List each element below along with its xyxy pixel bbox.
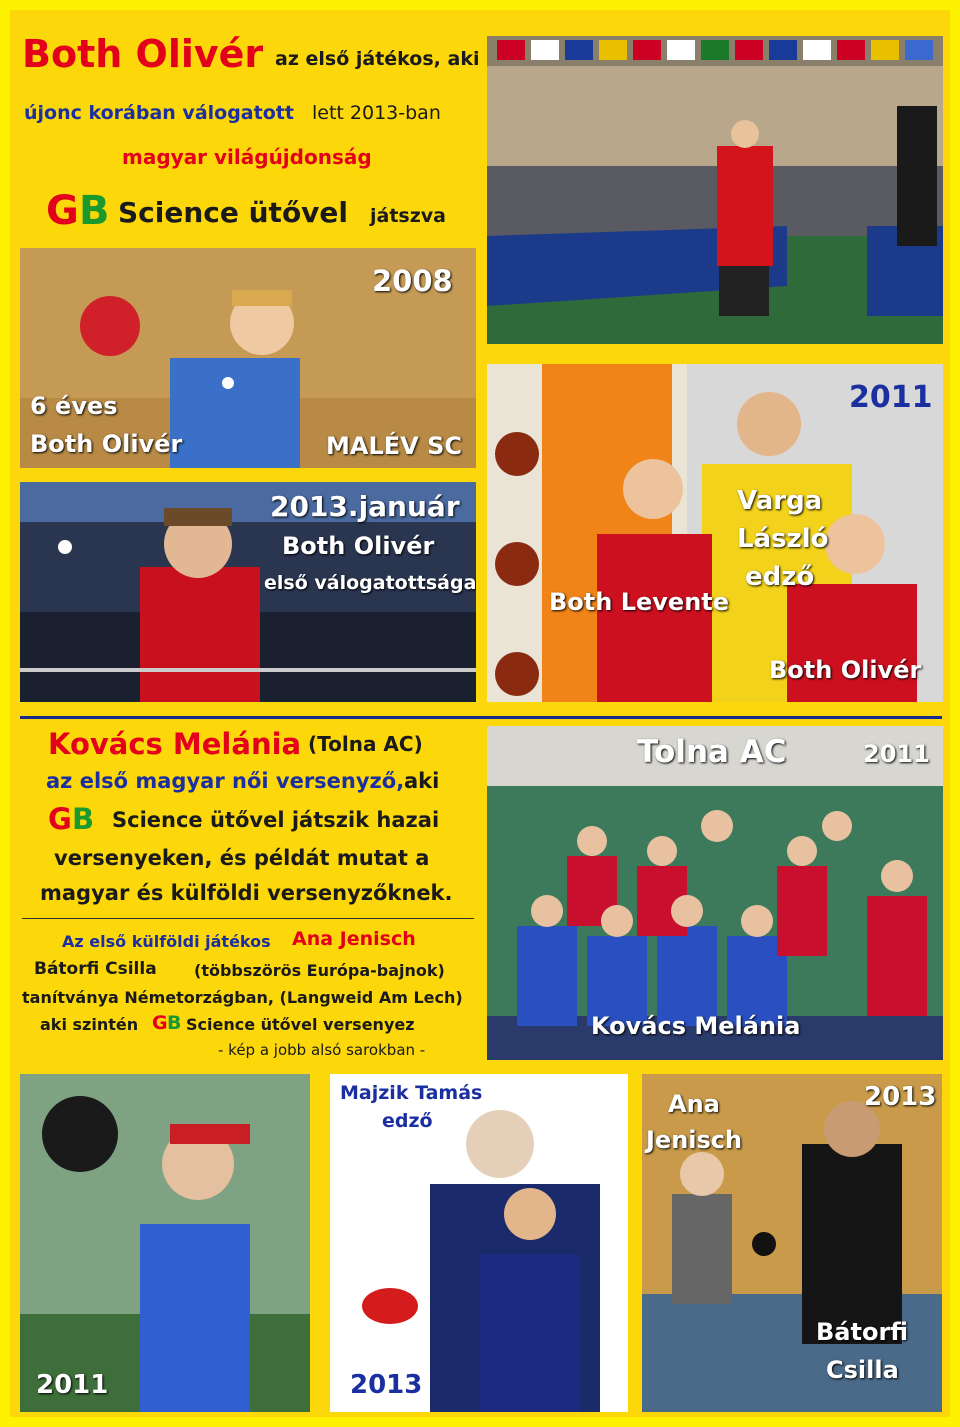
title-line2a: újonc korában válogatott [24, 102, 294, 124]
coach-name-line1: Varga [737, 486, 823, 516]
club-label: MALÉV SC [326, 432, 462, 460]
year-2011: 2011 [863, 740, 930, 768]
foreign-name: Ana Jenisch [292, 928, 416, 950]
title-line4-rest: játszva [370, 205, 446, 227]
mid-name: Kovács Melánia [48, 727, 302, 761]
caption: első válogatottsága [264, 572, 476, 594]
photo-arena [487, 36, 943, 344]
foreign-line5: - kép a jobb alsó sarokban - [218, 1041, 426, 1059]
gb-logo-g: G [46, 188, 79, 234]
photo-2008 [20, 248, 476, 468]
section-divider [20, 716, 942, 719]
title-line2b: lett 2013-ban [312, 102, 441, 124]
year-2011: 2011 [36, 1370, 109, 1400]
year-2013: 2013 [350, 1370, 423, 1400]
coach-name-line2: László [737, 524, 829, 554]
left-player-name: Both Levente [549, 588, 730, 616]
title-line3: magyar világújdonság [122, 145, 372, 169]
gb-logo-b: B [72, 802, 95, 836]
player-name-line2: Jenisch [646, 1126, 743, 1154]
coach-name: Majzik Tamás [340, 1082, 483, 1104]
year-2013: 2013 [864, 1082, 937, 1112]
foreign-line4b: Science ütővel versenyez [186, 1015, 415, 1034]
gb-logo-b: B [79, 188, 110, 234]
year-2008: 2008 [372, 264, 453, 298]
gb-logo-g: G [48, 802, 72, 836]
club-title: Tolna AC [637, 734, 787, 770]
year-2011: 2011 [849, 380, 933, 415]
mid-line2: az első magyar női versenyző, [46, 769, 405, 793]
photo-tolna-ac [487, 726, 943, 1060]
foreign-line3: tanítványa Németorzágban, (Langweid Am Lech) [22, 988, 463, 1007]
coach-role: edző [382, 1110, 433, 1132]
photo-bottom-middle [330, 1074, 628, 1412]
foreign-line1: Az első külföldi játékos [62, 932, 271, 951]
mid-club: (Tolna AC) [308, 732, 423, 756]
title-line4: Science ütővel [118, 196, 349, 229]
name-label: Both Olivér [282, 532, 435, 560]
title-line1: az első játékos, aki [275, 48, 480, 70]
mid-line3: Science ütővel játszik hazai [112, 808, 440, 832]
photo-2013-january [20, 482, 476, 702]
foreign-line4a: aki szintén [40, 1015, 139, 1034]
name-label: Both Olivér [30, 430, 183, 458]
mid-rule [22, 918, 474, 919]
gb-logo-g-small: G [152, 1012, 168, 1034]
photo-2011-coach [487, 364, 943, 702]
coach-name-line2: Csilla [826, 1356, 899, 1384]
date-2013-january: 2013.január [270, 490, 460, 523]
photo-bottom-right [642, 1074, 942, 1412]
mid-line2b: aki [404, 769, 440, 793]
foreign-line2b: (többszörös Európa-bajnok) [194, 961, 445, 980]
coach-role: edző [745, 562, 815, 592]
mid-line4: versenyeken, és példát mutat a [54, 846, 430, 870]
title-name: Both Olivér [22, 32, 264, 76]
gb-logo-b-small: B [167, 1012, 182, 1034]
coach-name-line1: Bátorfi [816, 1318, 909, 1346]
photo-bottom-left [20, 1074, 310, 1412]
player-name-line1: Ana [668, 1090, 720, 1118]
foreign-line2a: Bátorfi Csilla [34, 959, 157, 979]
caption-name: Kovács Melánia [591, 1012, 801, 1040]
mid-line5: magyar és külföldi versenyzőknek. [40, 881, 453, 905]
age-label: 6 éves [30, 392, 118, 420]
right-player-name: Both Olivér [769, 656, 922, 684]
